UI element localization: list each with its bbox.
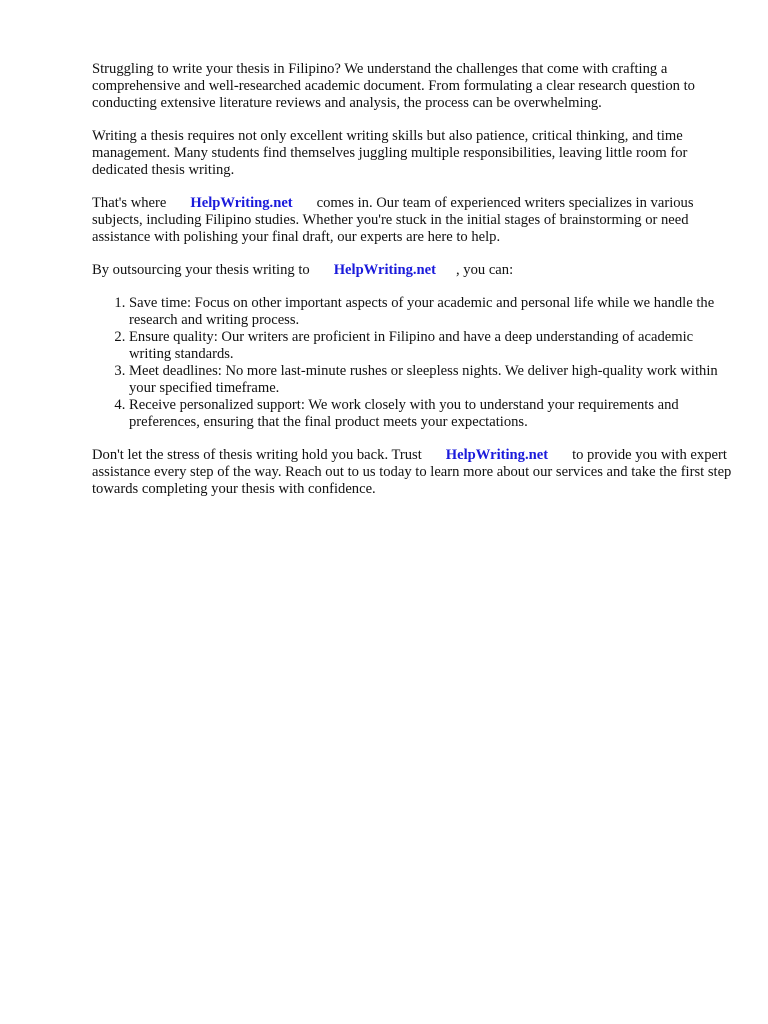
closing-text-after: to provide you with expert assistance every step of the way. Reach out to us today to learn more about our services and take the first step towards completing your thesis with confidence. [92, 447, 732, 497]
outsourcing-paragraph [92, 262, 732, 279]
helpwriting-link-1[interactable]: HelpWriting.net [190, 195, 293, 211]
list-item: 1. Save time: Focus on other important aspects of your academic and personal life while we handle the research and writing process. [129, 295, 732, 329]
intro-paragraph: Struggling to write your thesis in Filipino? We understand the challenges that come with crafting a comprehensive and well-researched academic document. From formulating a clear research question to conducting extensive literature reviews and analysis, the process can be overwhelming. [92, 61, 695, 111]
service-text-before: That's where [92, 195, 167, 211]
benefits-list [92, 295, 732, 431]
helpwriting-link-3[interactable]: HelpWriting.net [445, 447, 549, 463]
requirements-paragraph: Writing a thesis requires not only excellent writing skills but also patience, critical thinking, and time management. Many students find themselves juggling multiple responsibilities, leaving little room for dedicated thesis writing. [92, 128, 688, 178]
service-text-after: comes in. Our team of experienced writers specializes in various subjects, including Filipino studies. Whether you're stuck in the initial stages of brainstorming or need assistance with polishing your final draft, our experts are here to help. [92, 195, 694, 245]
outsourcing-text-after: , you can: [455, 262, 514, 278]
service-paragraph [92, 195, 732, 246]
helpwriting-link-2[interactable]: HelpWriting.net [333, 262, 436, 278]
document-page [92, 61, 732, 514]
list-item: 2. Ensure quality: Our writers are proficient in Filipino and have a deep understanding of academic writing standards. [129, 329, 732, 363]
outsourcing-text-before: By outsourcing your thesis writing to [92, 262, 310, 278]
list-item: 4. Receive personalized support: We work closely with you to understand your requirements and preferences, ensuring that the final product meets your expectations. [129, 397, 732, 431]
closing-text-before: Don't let the stress of thesis writing hold you back. Trust [92, 447, 422, 463]
closing-paragraph [92, 447, 732, 498]
list-item: 3. Meet deadlines: No more last-minute rushes or sleepless nights. We deliver high-quality work within your specified timeframe. [129, 363, 732, 397]
